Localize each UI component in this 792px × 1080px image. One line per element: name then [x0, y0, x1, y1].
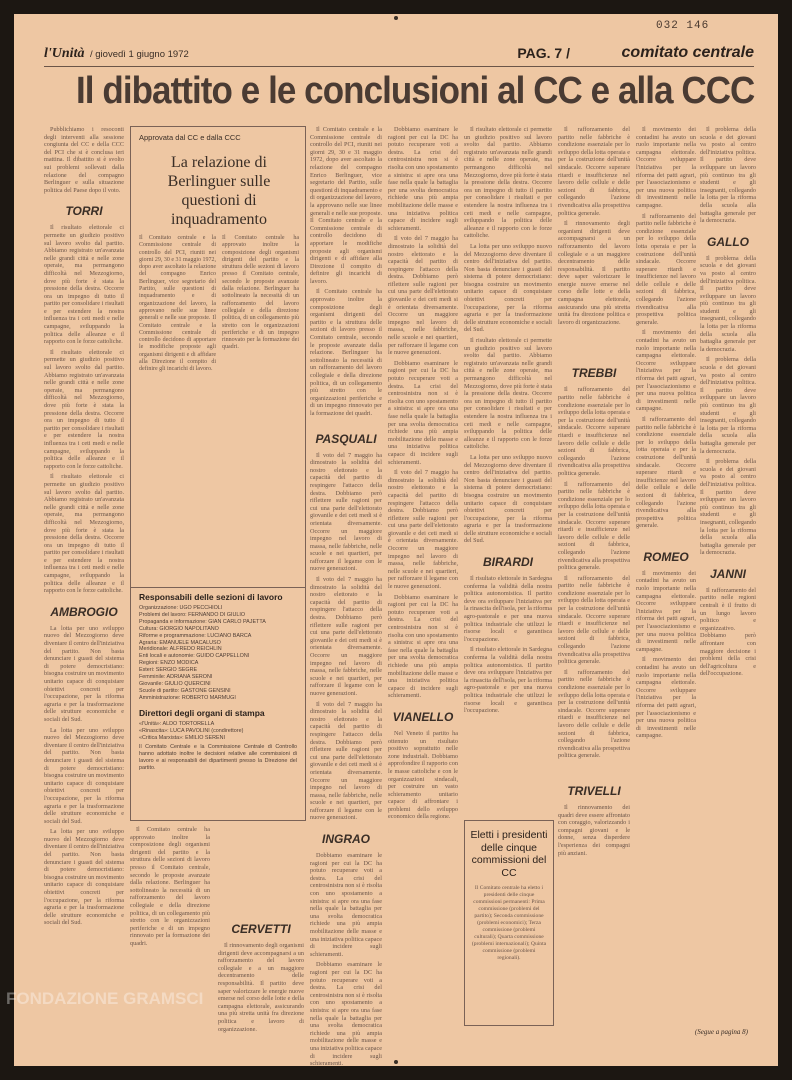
- report-box-body: [139, 235, 299, 585]
- responsabili-item: Organizzazione: UGO PECCHIOLI: [139, 605, 223, 611]
- ambrogio-text-cont: La lotta per uno sviluppo nuovo del Mezzogiorno deve diventare il centro dell'iniziativa del partito. Non basta denunciare i guasti del sistema di potere democristiano: bisogna costruire un movimento unitario capace di conquistare obiettivi concreti per l'occupazione, per la riforma agraria e per la trasformazione delle strutture economiche e sociali del Sud.: [44, 726, 124, 825]
- subhead-ambrogio: AMBROGIO: [50, 604, 118, 619]
- responsabili-item: Giovanile: GIULIO QUERCINI: [139, 680, 211, 687]
- torri-text-2: Il risultato elettorale ci permette un giudizio positivo sul lavoro svolto dal partito. Abbiamo registrato un'avanzata nelle grandi città e nelle zone operaie, ma permangono difficoltà nel Mezzogiorno, dove più forte è stata la pressione della destra. Occorre ora un impegno di tutto il partito per consolidare i risultati e per estendere la nostra influenza tra i ceti medi e nelle campagne, sviluppando la politica delle alleanze e il rapporto con le forze cattoliche.: [464, 126, 552, 240]
- trebbi-text-cont2: Il rafforzamento del partito nelle fabbriche è condizione essenziale per lo sviluppo della lotta operaia e per la costruzione dell'unità sindacale. Occorre superare ritardi e insufficienze nel lavoro delle cellule e delle sezioni di fabbrica, collegando l'azione rivendicativa alla prospettiva politica generale.: [558, 574, 630, 666]
- report-box-body-left: Il Comitato centrale e la Commissione centrale di controllo del PCI, riuniti nei giorni 29, 30 e 31 maggio 1972, dopo aver ascoltato la relazione del compagno Enrico Berlinguer, vice segretario del Partito, sulle questioni di inquadramento e di organizzazione del lavoro, la approvano nelle sue linee generali e nelle sue proposte. Il Comitato centrale e la Commissione centrale di controllo decidono di apportare le modifiche proposte agli organismi dirigenti e di affidare alla Direzione il compito di definire gli incarichi di lavoro.: [139, 235, 216, 373]
- column-8: [636, 126, 696, 1030]
- paper-name: l'Unità: [44, 46, 85, 61]
- direttori-note: Il Comitato Centrale e la Commissione Centrale di Controllo hanno adottato inoltre le decisioni relative alle commissioni di lavoro e ai responsabili dei dipartimenti presso la Direzione del partito.: [139, 744, 297, 772]
- direttori-list: [139, 721, 297, 772]
- subhead-cervetti: CERVETTI: [231, 922, 291, 936]
- birardi-text: Il risultato elettorale in Sardegna conferma la validità della nostra politica autonomistica. Il partito deve ora sviluppare l'iniziativa per la rinascita dell'isola, per la riforma agro-pastorale e per una nuova politica industriale che utilizzi le risorse locali e garantisca l'occupazione.: [464, 575, 552, 643]
- trebbi-text-cont3: Il rafforzamento del partito nelle fabbriche è condizione essenziale per lo sviluppo della lotta operaia e per la costruzione dell'unità sindacale. Occorre superare ritardi e insufficienze nel lavoro delle cellule e delle sezioni di fabbrica, collegando l'azione rivendicativa alla prospettiva politica generale.: [558, 668, 630, 760]
- fold-mark-bottom: [394, 1060, 398, 1064]
- direttori-item: «l'Unità»: ALDO TORTORELLA: [139, 720, 215, 727]
- report-box: [130, 126, 306, 588]
- cervetti-text: Il rinnovamento degli organismi dirigenti deve accompagnarsi a un rafforzamento del lavoro collegiale e a un maggiore decentramento delle responsabilità. Il partito deve saper valorizzare le energie nuove emerse nel corso delle lotte e della campagna elettorale, assicurando una più stretta unità fra direzione politica e lavoro di organizzazione.: [218, 942, 304, 1033]
- responsabili-list: [139, 605, 297, 702]
- column-6: [464, 126, 552, 816]
- ambrogio-text-cont2: La lotta per uno sviluppo nuovo del Mezzogiorno deve diventare il centro dell'iniziativa del partito. Non basta denunciare i guasti del sistema di potere democristiano: bisogna costruire un movimento unitario capace di conquistare obiettivi concreti per l'occupazione, per la riforma agraria e per la trasformazione delle strutture economiche e sociali del Sud.: [44, 828, 124, 927]
- subhead-birardi: BIRARDI: [483, 555, 533, 570]
- subhead-romeo: ROMEO: [643, 549, 689, 564]
- responsabili-item: Riforme e programmazione: LUCIANO BARCA: [139, 632, 252, 639]
- box-continuation: Il Comitato centrale ha approvato inoltre la composizione degli organismi dirigenti del partito e la struttura delle sezioni di lavoro presso il Comitato centrale, secondo le proposte avanzate dalla relazione. Berlinguer ha sottolineato la necessità di un rafforzamento del lavoro collegiale e della direzione politica, di un collegamento più stretto con le organizzazioni periferiche e di un impegno rinnovato per la formazione dei quadri.: [130, 826, 210, 947]
- responsabili-title: Responsabili delle sezioni di lavoro: [139, 592, 283, 602]
- column-5: [388, 126, 458, 1030]
- subhead-trebbi: TREBBI: [571, 366, 617, 381]
- direttori-item: «Rinascita»: LUCA PAVOLINI (condirettore): [139, 727, 244, 734]
- pasquali-text-cont: Il voto del 7 maggio ha dimostrato la solidità del nostro elettorato e la capacità del partito di respingere l'attacco della destra. Dobbiamo però riflettere sulle ragioni per cui una parte dell'elettorato giovanile e dei ceti medi si è orientata diversamente. Occorre un maggiore impegno nel lavoro di massa, nelle fabbriche, nelle scuole e nei quartieri, per rafforzare il legame con le nuove generazioni.: [310, 576, 382, 697]
- romeo-text-cont: Il movimento dei contadini ha avuto un ruolo importante nella campagna elettorale. Occorre sviluppare l'iniziativa per la riforma dei patti agrari, per l'associazionismo e per una nuova politica di investimenti nelle campagne.: [636, 656, 696, 740]
- eletti-body: Il Comitato centrale ha eletto i presidenti delle cinque commissioni permanenti: Prima commissione (problemi del partito); Seconda commissione (problemi economici); Terza commissione (problemi culturali); Quarta commissione (problemi internazionali); Quinta commissione (problemi regionali).: [471, 885, 547, 961]
- cervetti-text-2: Il rinnovamento degli organismi dirigenti deve accompagnarsi a un rafforzamento del lavoro collegiale e a un maggiore decentramento delle responsabilità. Il partito deve saper valorizzare le energie nuove emerse nel corso delle lotte e della campagna elettorale, assicurando una più stretta unità fra direzione politica e lavoro di organizzazione.: [558, 220, 630, 326]
- gallo-text-cont2: Il problema della scuola e dei giovani va posto al centro dell'iniziativa politica. Il partito deve sviluppare un lavoro più continuo tra gli studenti e gli insegnanti, collegando la lotta per la riforma della scuola alla battaglia generale per la democrazia.: [700, 458, 756, 557]
- archive-number: 032 146: [656, 20, 710, 32]
- eletti-box: [464, 820, 554, 1026]
- intro-text: Pubblichiamo i resoconti degli interventi alla sessione congiunta del CC e della CCC del PCI che si è conclusa ieri mattina. Il dibattito si è svolto sui problemi sollevati dalla relazione del compagno Berlinguer e sulla situazione politica del Paese dopo il voto.: [44, 126, 124, 194]
- torri-text-cont2: Il risultato elettorale ci permette un giudizio positivo sul lavoro svolto dal partito. Abbiamo registrato un'avanzata nelle grandi città e nelle zone operaie, ma permangono difficoltà nel Mezzogiorno, dove più forte è stata la pressione della destra. Occorre ora un impegno di tutto il partito per consolidare i risultati e per estendere la nostra influenza tra i ceti medi e nelle campagne, sviluppando la politica delle alleanze e il rapporto con le forze cattoliche.: [44, 473, 124, 595]
- column-7: [558, 126, 630, 1030]
- vianello-text: Nel Veneto il partito ha ottenuto un risultato positivo soprattutto nelle zone industriali. Dobbiamo approfondire il rapporto con le masse cattoliche e con le organizzazioni sindacali, per costruire un vasto schieramento unitario capace di affrontare i problemi dello sviluppo economico della regione.: [388, 729, 458, 821]
- torri-text-3: Il risultato elettorale ci permette un giudizio positivo sul lavoro svolto dal partito. Abbiamo registrato un'avanzata nelle grandi città e nelle zone operaie, ma permangono difficoltà nel Mezzogiorno, dove più forte è stata la pressione della destra. Occorre ora un impegno di tutto il partito per consolidare i risultati e per estendere la nostra influenza tra i ceti medi e nelle campagne, sviluppando la politica delle alleanze e il rapporto con le forze cattoliche.: [464, 337, 552, 451]
- report-box-body-right: Il Comitato centrale ha approvato inoltre la composizione degli organismi dirigenti del partito e la struttura delle sezioni di lavoro presso il Comitato centrale, secondo le proposte avanzate dalla relazione. Berlinguer ha sottolineato la necessità di un rafforzamento del lavoro collegiale e della direzione politica, di un collegamento più stretto con le organizzazioni periferiche e di un impegno rinnovato per la formazione dei quadri.: [222, 235, 299, 351]
- romeo-text: Il movimento dei contadini ha avuto un ruolo importante nella campagna elettorale. Occorre sviluppare l'iniziativa per la riforma dei patti agrari, per l'associazionismo e per una nuova politica di investimenti nelle campagne.: [636, 569, 696, 653]
- report-box-label: Approvata dal CC e dalla CCC: [139, 133, 241, 142]
- romeo-intro: Il movimento dei contadini ha avuto un ruolo importante nella campagna elettorale. Occorre sviluppare l'iniziativa per la riforma dei patti agrari, per l'associazionismo e per una nuova politica di investimenti nelle campagne.: [636, 126, 696, 209]
- direttori-item: «Critica Marxista»: EMILIO SERENI: [139, 734, 225, 741]
- responsabili-box: [130, 586, 306, 821]
- subhead-gallo: GALLO: [707, 234, 749, 249]
- column-9: [700, 126, 756, 1026]
- paper-date: / giovedì 1 giugno 1972: [90, 49, 189, 60]
- subhead-janni: JANNI: [709, 566, 746, 581]
- pasquali-text-2: Il voto del 7 maggio ha dimostrato la solidità del nostro elettorato e la capacità del partito di respingere l'attacco della destra. Dobbiamo però riflettere sulle ragioni per cui una parte dell'elettorato giovanile e dei ceti medi si è orientata diversamente. Occorre un maggiore impegno nel lavoro di massa, nelle fabbriche, nelle scuole e nei quartieri, per rafforzare il legame con le nuove generazioni.: [388, 235, 458, 357]
- responsabili-item: Regioni: ENZO MODICA: [139, 660, 199, 667]
- subhead-trivelli: TRIVELLI: [567, 783, 621, 798]
- column-3-lower: [218, 826, 304, 1033]
- headline: Il dibattito e le conclusioni al CC e alla CCC: [76, 70, 755, 112]
- janni-text: Il rafforzamento del partito nelle regioni centrali è il frutto di un lungo lavoro politico e organizzativo. Dobbiamo però affrontare con maggiore decisione i problemi della crisi dell'agricoltura e dell'occupazione.: [700, 586, 756, 678]
- continued-note: (Segue a pagina 8): [694, 1028, 748, 1036]
- trebbi-text-cont: Il rafforzamento del partito nelle fabbriche è condizione essenziale per lo sviluppo della lotta operaia e per la costruzione dell'unità sindacale. Occorre superare ritardi e insufficienze nel lavoro delle cellule e delle sezioni di fabbrica, collegando l'azione rivendicativa alla prospettiva politica generale.: [558, 480, 630, 572]
- trivelli-text: Il rinnovamento dei quadri deve essere affrontato con coraggio, valorizzando i compagni giovani e le donne, senza disperdere l'esperienza dei compagni più anziani.: [558, 803, 630, 857]
- ingrao-text-cont: Dobbiamo esaminare le ragioni per cui la DC ha potuto recuperare voti a destra. La crisi del centrosinistra non si è risolta con uno spostamento a sinistra: si apre ora una fase nella quale la battaglia per una svolta democratica richiede una più ampia mobilitazione delle masse e una iniziativa politica capace di incidere sugli schieramenti.: [310, 961, 382, 1068]
- newspaper-page: [14, 14, 778, 1066]
- subhead-pasquali: PASQUALI: [315, 431, 377, 446]
- responsabili-item: Agraria: EMANUELE MACALUSO: [139, 639, 221, 646]
- subhead-torri: TORRI: [65, 204, 103, 219]
- ingrao-text: Dobbiamo esaminare le ragioni per cui la DC ha potuto recuperare voti a destra. La crisi del centrosinistra non si è risolta con uno spostamento a sinistra: si apre ora una fase nella quale la battaglia per una svolta democratica richiede una più ampia mobilitazione delle masse e una iniziativa politica capace di incidere sugli schieramenti.: [310, 852, 382, 958]
- trebbi-text-2: Il rafforzamento del partito nelle fabbriche è condizione essenziale per lo sviluppo della lotta operaia e per la costruzione dell'unità sindacale. Occorre superare ritardi e insufficienze nel lavoro delle cellule e delle sezioni di fabbrica, collegando l'azione rivendicativa alla prospettiva politica generale.: [636, 212, 696, 326]
- fold-mark-top: [394, 16, 398, 20]
- report-box-title: La relazione di Berlinguer sulle questioni di inquadramento: [167, 154, 271, 228]
- responsabili-item: Problemi del lavoro: FERNANDO DI GIULIO: [139, 611, 246, 618]
- pasquali-text-3: Il voto del 7 maggio ha dimostrato la solidità del nostro elettorato e la capacità del partito di respingere l'attacco della destra. Dobbiamo però riflettere sulle ragioni per cui una parte dell'elettorato giovanile e dei ceti medi si è orientata diversamente. Occorre un maggiore impegno nel lavoro di massa, nelle fabbriche, nelle scuole e nei quartieri, per rafforzare il legame con le nuove generazioni.: [388, 469, 458, 591]
- archive-watermark: FONDAZIONE GRAMSCI: [6, 989, 204, 1008]
- column-1: [44, 126, 124, 1030]
- gallo-text: Il problema della scuola e dei giovani va posto al centro dell'iniziativa politica. Il partito deve sviluppare un lavoro più continuo tra gli studenti e gli insegnanti, collegando la lotta per la riforma della scuola alla battaglia generale per la democrazia.: [700, 254, 756, 353]
- masthead: [44, 44, 754, 67]
- gallo-intro: Il problema della scuola e dei giovani va posto al centro dell'iniziativa politica. Il partito deve sviluppare un lavoro più continuo tra gli studenti e gli insegnanti, collegando la lotta per la riforma della scuola alla battaglia generale per la democrazia.: [700, 126, 756, 225]
- birardi-text-cont: Il risultato elettorale in Sardegna conferma la validità della nostra politica autonomistica. Il partito deve ora sviluppare l'iniziativa per la rinascita dell'isola, per la riforma agro-pastorale e per una nuova politica industriale che utilizzi le risorse locali e garantisca l'occupazione.: [464, 646, 552, 715]
- responsabili-item: Esteri: SERGIO SEGRE: [139, 667, 198, 674]
- column-4: [310, 126, 382, 1068]
- responsabili-item: Meridionale: ALFREDO REICHLIN: [139, 646, 222, 653]
- responsabili-item: Cultura: GIORGIO NAPOLITANO: [139, 625, 219, 632]
- trebbi-text-3: Il rafforzamento del partito nelle fabbriche è condizione essenziale per lo sviluppo della lotta operaia e per la costruzione dell'unità sindacale. Occorre superare ritardi e insufficienze nel lavoro delle cellule e delle sezioni di fabbrica, collegando l'azione rivendicativa alla prospettiva politica generale.: [636, 415, 696, 530]
- ingrao-text-4: Dobbiamo esaminare le ragioni per cui la DC ha potuto recuperare voti a destra. La crisi del centrosinistra non si è risolta con uno spostamento a sinistra: si apre ora una fase nella quale la battaglia per una svolta democratica richiede una più ampia mobilitazione delle masse e una iniziativa politica capace di incidere sugli schieramenti.: [388, 593, 458, 700]
- subhead-vianello: VIANELLO: [392, 709, 454, 724]
- pasquali-text: Il voto del 7 maggio ha dimostrato la solidità del nostro elettorato e la capacità del partito di respingere l'attacco della destra. Dobbiamo però riflettere sulle ragioni per cui una parte dell'elettorato giovanile e dei ceti medi si è orientata diversamente. Occorre un maggiore impegno nel lavoro di massa, nelle fabbriche, nelle scuole e nei quartieri, per rafforzare il legame con le nuove generazioni.: [310, 451, 382, 573]
- subhead-ingrao: INGRAO: [322, 832, 370, 847]
- box-continuation-2: Il Comitato centrale e la Commissione centrale di controllo del PCI, riuniti nei giorni 29, 30 e 31 maggio 1972, dopo aver ascoltato la relazione del compagno Enrico Berlinguer, vice segretario del Partito, sulle questioni di inquadramento e di organizzazione del lavoro, la approvano nelle sue linee generali e nelle sue proposte. Il Comitato centrale e la Commissione centrale di controllo decidono di apportare le modifiche proposte agli organismi dirigenti e di affidare alla Direzione il compito di definire gli incarichi di lavoro.: [310, 126, 382, 285]
- responsabili-item: Amministrazione: ROBERTO MARMUGI: [139, 694, 236, 701]
- ambrogio-text: La lotta per uno sviluppo nuovo del Mezzogiorno deve diventare il centro dell'iniziativa del partito. Non basta denunciare i guasti del sistema di potere democristiano: bisogna costruire un movimento unitario capace di conquistare obiettivi concreti per l'occupazione, per la riforma agraria e per la trasformazione delle strutture economiche e sociali del Sud.: [44, 624, 124, 723]
- trebbi-intro: Il rafforzamento del partito nelle fabbriche è condizione essenziale per lo sviluppo della lotta operaia e per la costruzione dell'unità sindacale. Occorre superare ritardi e insufficienze nel lavoro delle cellule e delle sezioni di fabbrica, collegando l'azione rivendicativa alla prospettiva politica generale.: [558, 126, 630, 217]
- ingrao-text-2: Dobbiamo esaminare le ragioni per cui la DC ha potuto recuperare voti a destra. La crisi del centrosinistra non si è risolta con uno spostamento a sinistra: si apre ora una fase nella quale la battaglia per una svolta democratica richiede una più ampia mobilitazione delle masse e una iniziativa politica capace di incidere sugli schieramenti.: [388, 126, 458, 232]
- gallo-text-cont: Il problema della scuola e dei giovani va posto al centro dell'iniziativa politica. Il partito deve sviluppare un lavoro più continuo tra gli studenti e gli insegnanti, collegando la lotta per la riforma della scuola alla battaglia generale per la democrazia.: [700, 356, 756, 455]
- direttori-title: Direttori degli organi di stampa: [139, 707, 265, 718]
- trebbi-text: Il rafforzamento del partito nelle fabbriche è condizione essenziale per lo sviluppo della lotta operaia e per la costruzione dell'unità sindacale. Occorre superare ritardi e insufficienze nel lavoro delle cellule e delle sezioni di fabbrica, collegando l'azione rivendicativa alla prospettiva politica generale.: [558, 386, 630, 477]
- romeo-intro-2: Il movimento dei contadini ha avuto un ruolo importante nella campagna elettorale. Occorre sviluppare l'iniziativa per la riforma dei patti agrari, per l'associazionismo e per una nuova politica di investimenti nelle campagne.: [636, 329, 696, 413]
- responsabili-item: Femminile: ADRIANA SERONI: [139, 674, 213, 681]
- responsabili-item: Scuole di partito: GASTONE GENSINI: [139, 687, 231, 694]
- ambrogio-text-3: La lotta per uno sviluppo nuovo del Mezzogiorno deve diventare il centro dell'iniziativa del partito. Non basta denunciare i guasti del sistema di potere democristiano: bisogna costruire un movimento unitario capace di conquistare obiettivi concreti per l'occupazione, per la riforma agraria e per la trasformazione delle strutture economiche e sociali del Sud.: [464, 453, 552, 545]
- pasquali-text-cont2: Il voto del 7 maggio ha dimostrato la solidità del nostro elettorato e la capacità del partito di respingere l'attacco della destra. Dobbiamo però riflettere sulle ragioni per cui una parte dell'elettorato giovanile e dei ceti medi si è orientata diversamente. Occorre un maggiore impegno nel lavoro di massa, nelle fabbriche, nelle scuole e nei quartieri, per rafforzare il legame con le nuove generazioni.: [310, 700, 382, 822]
- eletti-title: Eletti i presidenti delle cinque commissioni del CC: [470, 829, 548, 879]
- responsabili-item: Enti locali e autonomie: GUIDO CAPPELLONI: [139, 653, 250, 660]
- page-number: PAG. 7 /: [517, 45, 570, 61]
- box-continuation-3: Il Comitato centrale ha approvato inoltre la composizione degli organismi dirigenti del partito e la struttura delle sezioni di lavoro presso il Comitato centrale, secondo le proposte avanzate dalla relazione. Berlinguer ha sottolineato la necessità di un rafforzamento del lavoro collegiale e della direzione politica, di un collegamento più stretto con le organizzazioni periferiche e di un impegno rinnovato per la formazione dei quadri.: [310, 288, 382, 417]
- responsabili-item: Propaganda e informazione: GIAN CARLO PAJETTA: [139, 618, 266, 625]
- torri-text: Il risultato elettorale ci permette un giudizio positivo sul lavoro svolto dal partito. Abbiamo registrato un'avanzata nelle grandi città e nelle zone operaie, ma permangono difficoltà nel Mezzogiorno, dove più forte è stata la pressione della destra. Occorre ora un impegno di tutto il partito per consolidare i risultati e per estendere la nostra influenza tra i ceti medi e nelle campagne, sviluppando la politica delle alleanze e il rapporto con le forze cattoliche.: [44, 224, 124, 346]
- section-name: comitato centrale: [621, 44, 754, 61]
- ingrao-text-3: Dobbiamo esaminare le ragioni per cui la DC ha potuto recuperare voti a destra. La crisi del centrosinistra non si è risolta con uno spostamento a sinistra: si apre ora una fase nella quale la battaglia per una svolta democratica richiede una più ampia mobilitazione delle masse e una iniziativa politica capace di incidere sugli schieramenti.: [388, 359, 458, 466]
- torri-text-cont: Il risultato elettorale ci permette un giudizio positivo sul lavoro svolto dal partito. Abbiamo registrato un'avanzata nelle grandi città e nelle zone operaie, ma permangono difficoltà nel Mezzogiorno, dove più forte è stata la pressione della destra. Occorre ora un impegno di tutto il partito per consolidare i risultati e per estendere la nostra influenza tra i ceti medi e nelle campagne, sviluppando la politica delle alleanze e il rapporto con le forze cattoliche.: [44, 348, 124, 470]
- ambrogio-text-2: La lotta per uno sviluppo nuovo del Mezzogiorno deve diventare il centro dell'iniziativa del partito. Non basta denunciare i guasti del sistema di potere democristiano: bisogna costruire un movimento unitario capace di conquistare obiettivi concreti per l'occupazione, per la riforma agraria e per la trasformazione delle strutture economiche e sociali del Sud.: [464, 242, 552, 334]
